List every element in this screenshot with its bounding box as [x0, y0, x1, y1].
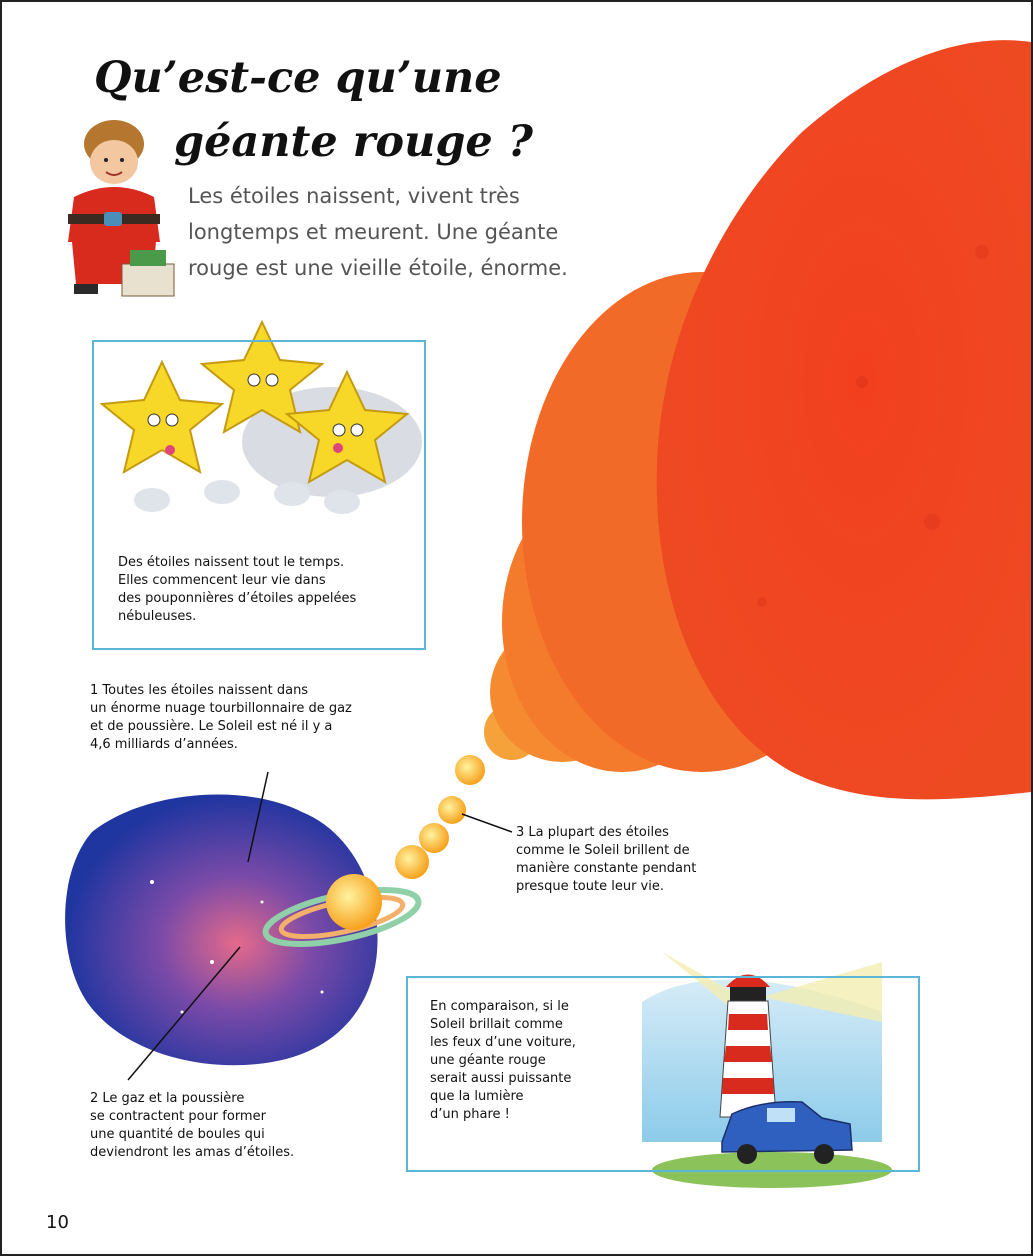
star-ball-2: [419, 823, 449, 853]
nebula-caption-line: nébuleuses.: [118, 609, 197, 624]
step-1-line: et de poussière. Le Soleil est né il y a: [90, 719, 333, 734]
leader-line-3: [462, 814, 512, 832]
intro-line-2: longtemps et meurent. Une géante: [188, 220, 559, 244]
star-ball-1: [395, 845, 429, 879]
step-2-line: se contractent pour former: [90, 1109, 266, 1124]
step-3-line: 3 La plupart des étoiles: [516, 825, 669, 840]
step-3-line: presque toute leur vie.: [516, 879, 664, 894]
comparison-caption: [430, 998, 576, 1124]
comparison-line: En comparaison, si le: [430, 999, 569, 1014]
step-1-line: un énorme nuage tourbillonnaire de gaz: [90, 701, 352, 716]
step-3-caption: [516, 824, 696, 896]
page-number: 10: [46, 1212, 69, 1233]
step-2-line: 2 Le gaz et la poussière: [90, 1091, 245, 1106]
nebula-caption-line: des pouponnières d’étoiles appelées: [118, 591, 357, 606]
page-title: [94, 46, 533, 174]
step-1-caption: [90, 682, 352, 754]
comparison-line: les feux d’une voiture,: [430, 1035, 576, 1050]
step-2-line: deviendront les amas d’étoiles.: [90, 1145, 295, 1160]
title-line-1: Qu’est-ce qu’une: [94, 53, 502, 103]
star-ball-4: [455, 755, 485, 785]
step-2-line: une quantité de boules qui: [90, 1127, 265, 1142]
nebula-caption: [118, 554, 356, 626]
step-1-line: 4,6 milliards d’années.: [90, 737, 238, 752]
nebula-caption-line: Elles commencent leur vie dans: [118, 573, 326, 588]
intro-text: [188, 178, 608, 286]
step-3-line: manière constante pendant: [516, 861, 697, 876]
comparison-line: une géante rouge: [430, 1053, 546, 1068]
intro-line-1: Les étoiles naissent, vivent très: [188, 184, 520, 208]
step-1-line: 1 Toutes les étoiles naissent dans: [90, 683, 309, 698]
comparison-line: Soleil brillait comme: [430, 1017, 563, 1032]
step-3-line: comme le Soleil brillent de: [516, 843, 690, 858]
nebula-caption-line: Des étoiles naissent tout le temps.: [118, 555, 345, 570]
red-giant-star: [657, 40, 1031, 799]
star-ball-3: [438, 796, 466, 824]
protostar: [326, 874, 382, 930]
comparison-line: d’un phare !: [430, 1107, 510, 1122]
comparison-line: serait aussi puissante: [430, 1071, 572, 1086]
intro-line-3: rouge est une vieille étoile, énorme.: [188, 256, 568, 280]
comparison-line: que la lumière: [430, 1089, 524, 1104]
title-line-2: géante rouge ?: [174, 117, 533, 167]
nebula-cloud: [65, 795, 377, 1066]
step-2-caption: [90, 1090, 294, 1162]
